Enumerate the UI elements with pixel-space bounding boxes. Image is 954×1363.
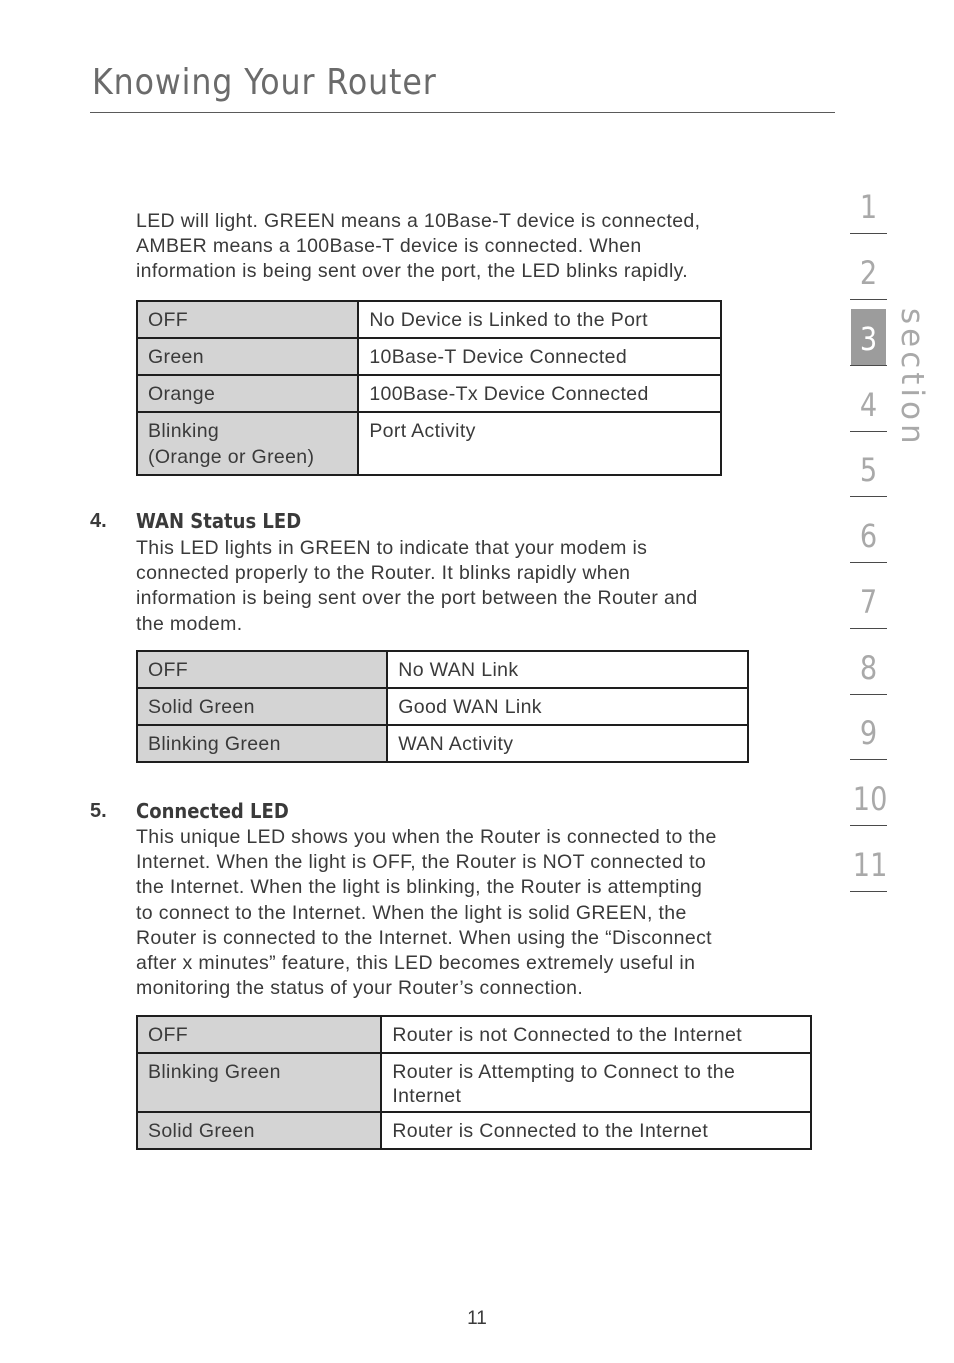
section-tab-4[interactable]: 4: [859, 386, 878, 424]
table-row: [137, 1053, 811, 1112]
led-state-cell: Green: [137, 338, 358, 375]
section-tab-10[interactable]: 10: [852, 780, 888, 818]
section-divider: [850, 431, 887, 432]
section-tab-11[interactable]: 11: [852, 846, 888, 884]
text-line: LED will light. GREEN means a 10Base-T device is connected,: [136, 210, 701, 232]
led-meaning-line: Internet: [392, 1085, 462, 1107]
table-row: [137, 301, 721, 338]
section-divider: [850, 496, 887, 497]
section-tab-5[interactable]: 5: [859, 451, 878, 489]
text-line: This unique LED shows you when the Router is connected to the: [136, 826, 717, 848]
section-tab-3[interactable]: 3: [859, 320, 878, 358]
section-divider: [850, 562, 887, 563]
led-state-cell: OFF: [137, 651, 387, 688]
lan-led-table: [136, 300, 722, 476]
led-meaning-cell: WAN Activity: [387, 725, 748, 762]
led-state-cell: OFF: [137, 1016, 381, 1053]
led-meaning-cell: Router is Connected to the Internet: [381, 1112, 811, 1149]
section-tab-2[interactable]: 2: [859, 254, 878, 292]
led-state-cell: Solid Green: [137, 1112, 381, 1149]
led-state-line: Blinking: [148, 420, 220, 442]
text-line: This LED lights in GREEN to indicate that your modem is: [136, 537, 648, 559]
section-tab-8[interactable]: 8: [859, 649, 878, 687]
text-line: information is being sent over the port, the LED blinks rapidly.: [136, 260, 689, 283]
page-title: Knowing Your Router: [92, 62, 437, 103]
section-tab-7[interactable]: 7: [859, 583, 878, 621]
table-row: [137, 375, 721, 412]
text-line: after x minutes” feature, this LED becomes extremely useful in: [136, 952, 696, 975]
connected-led-paragraph: [136, 825, 717, 1001]
table-row: [137, 651, 748, 688]
led-meaning-cell: [381, 1053, 811, 1112]
text-line: Internet. When the light is OFF, the Router is NOT connected to: [136, 851, 707, 874]
led-meaning-cell: 10Base-T Device Connected: [358, 338, 721, 375]
led-meaning-cell: No Device is Linked to the Port: [358, 301, 721, 338]
connected-led-table: [136, 1015, 812, 1150]
section-tab-1[interactable]: 1: [859, 188, 878, 226]
section-divider: [850, 825, 887, 826]
text-line: monitoring the status of your Router’s connection.: [136, 977, 584, 1000]
led-state-cell: OFF: [137, 301, 358, 338]
text-line: AMBER means a 100Base-T device is connected. When: [136, 235, 642, 258]
led-state-cell: Solid Green: [137, 688, 387, 725]
led-meaning-cell: No WAN Link: [387, 651, 748, 688]
led-state-cell: [137, 412, 358, 475]
section-heading: Connected LED: [136, 799, 289, 823]
text-line: information is being sent over the port between the Router and: [136, 587, 698, 610]
section-divider: [850, 759, 887, 760]
led-meaning-cell: Good WAN Link: [387, 688, 748, 725]
section-divider: [850, 365, 887, 366]
section-number: 4.: [90, 510, 107, 532]
section-label: section: [894, 308, 930, 448]
led-state-cell: Orange: [137, 375, 358, 412]
section-divider: [850, 299, 887, 300]
wan-status-paragraph: [136, 536, 698, 637]
text-line: the Internet. When the light is blinking, the Router is attempting: [136, 876, 703, 899]
text-line: connected properly to the Router. It blinks rapidly when: [136, 562, 631, 585]
led-meaning-cell: Router is not Connected to the Internet: [381, 1016, 811, 1053]
table-row: [137, 725, 748, 762]
section-divider: [850, 233, 887, 234]
section-tab-9[interactable]: 9: [859, 714, 878, 752]
title-rule: [90, 112, 835, 113]
text-line: the modem.: [136, 612, 243, 635]
wan-led-table: [136, 650, 749, 763]
section-divider: [850, 694, 887, 695]
text-line: Router is connected to the Internet. When using the “Disconnect: [136, 926, 712, 949]
page-number: 11: [467, 1308, 487, 1329]
text-line: to connect to the Internet. When the light is solid GREEN, the: [136, 901, 687, 924]
led-meaning-line: Router is Attempting to Connect to the: [392, 1061, 736, 1083]
table-row: [137, 412, 721, 475]
table-row: [137, 688, 748, 725]
table-row: [137, 1112, 811, 1149]
led-state-cell: Blinking Green: [137, 725, 387, 762]
led-state-line: (Orange or Green): [148, 446, 315, 468]
section-number: 5.: [90, 800, 107, 822]
table-row: [137, 1016, 811, 1053]
led-meaning-cell: Port Activity: [358, 412, 721, 475]
section-divider: [850, 891, 887, 892]
section-heading: WAN Status LED: [136, 509, 302, 533]
table-row: [137, 338, 721, 375]
section-tab-6[interactable]: 6: [859, 517, 878, 555]
section-divider: [850, 628, 887, 629]
led-meaning-cell: 100Base-Tx Device Connected: [358, 375, 721, 412]
led-state-cell: Blinking Green: [137, 1053, 381, 1112]
intro-paragraph: [136, 209, 700, 285]
